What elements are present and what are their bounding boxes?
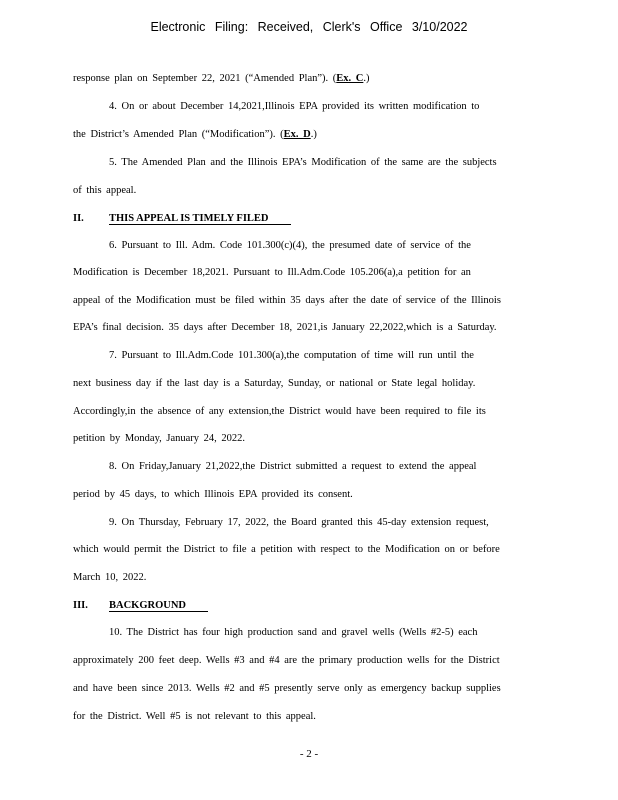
paragraph-line: approximately 200 feet deep. Wells #3 and #4 are the primary production wells for the District	[73, 655, 500, 666]
line-text: response plan on September 22, 2021 (“Amended Plan”). (	[73, 73, 337, 84]
section-number: III.	[73, 600, 88, 611]
section-title: BACKGROUND	[109, 600, 208, 612]
paragraph-9-line: 9. On Thursday, February 17, 2022, the Board granted this 45-day extension request,	[109, 517, 489, 528]
paragraph-10-line: 10. The District has four high production sand and gravel wells (Wells #2-5) each	[109, 627, 478, 638]
paragraph-line: Modification is December 18,2021. Pursuant to Ill.Adm.Code 105.206(a),a petition for an	[73, 267, 471, 278]
section-heading-iii	[73, 600, 208, 611]
paragraph-line	[73, 129, 545, 140]
section-heading-ii	[73, 213, 291, 224]
line-text: .)	[363, 73, 370, 84]
page-number: - 2 -	[299, 748, 319, 760]
exhibit-reference-c: Ex. C	[336, 73, 364, 84]
paragraph-line: next business day if the last day is a Saturday, Sunday, or national or State legal holiday.	[73, 378, 476, 389]
line-text: the District’s Amended Plan (“Modification”). (	[73, 129, 284, 140]
line-text: .)	[310, 129, 317, 140]
paragraph-line: appeal of the Modification must be filed within 35 days after the date of service of the Illinois	[73, 295, 501, 306]
paragraph-line: of this appeal.	[73, 185, 137, 196]
paragraph-5-line: 5. The Amended Plan and the Illinois EPA’s Modification of the same are the subjects	[109, 157, 497, 168]
paragraph-line: Accordingly,in the absence of any extension,the District would have been required to file its	[73, 406, 486, 417]
paragraph-line	[73, 73, 545, 84]
section-title: THIS APPEAL IS TIMELY FILED	[109, 213, 291, 225]
paragraph-4-line: 4. On or about December 14,2021,Illinois EPA provided its written modification to	[109, 101, 480, 112]
paragraph-line: for the District. Well #5 is not relevant to this appeal.	[73, 711, 316, 722]
paragraph-line: which would permit the District to file a petition with respect to the Modification on or before	[73, 544, 500, 555]
paragraph-line: petition by Monday, January 24, 2022.	[73, 433, 246, 444]
exhibit-reference-d: Ex. D	[283, 129, 311, 140]
paragraph-7-line: 7. Pursuant to Ill.Adm.Code 101.300(a),the computation of time will run until the	[109, 350, 474, 361]
filing-header: Electronic Filing: Received, Clerk's Office 3/10/2022	[150, 20, 468, 34]
paragraph-8-line: 8. On Friday,January 21,2022,the District submitted a request to extend the appeal	[109, 461, 477, 472]
paragraph-line: March 10, 2022.	[73, 572, 147, 583]
section-number: II.	[73, 213, 84, 224]
paragraph-line: EPA’s final decision. 35 days after December 18, 2021,is January 22,2022,which is a Saturday.	[73, 322, 497, 333]
paragraph-6-line: 6. Pursuant to Ill. Adm. Code 101.300(c)(4), the presumed date of service of the	[109, 240, 471, 251]
paragraph-line: period by 45 days, to which Illinois EPA provided its consent.	[73, 489, 353, 500]
paragraph-line: and have been since 2013. Wells #2 and #5 presently serve only as emergency backup supplies	[73, 683, 501, 694]
